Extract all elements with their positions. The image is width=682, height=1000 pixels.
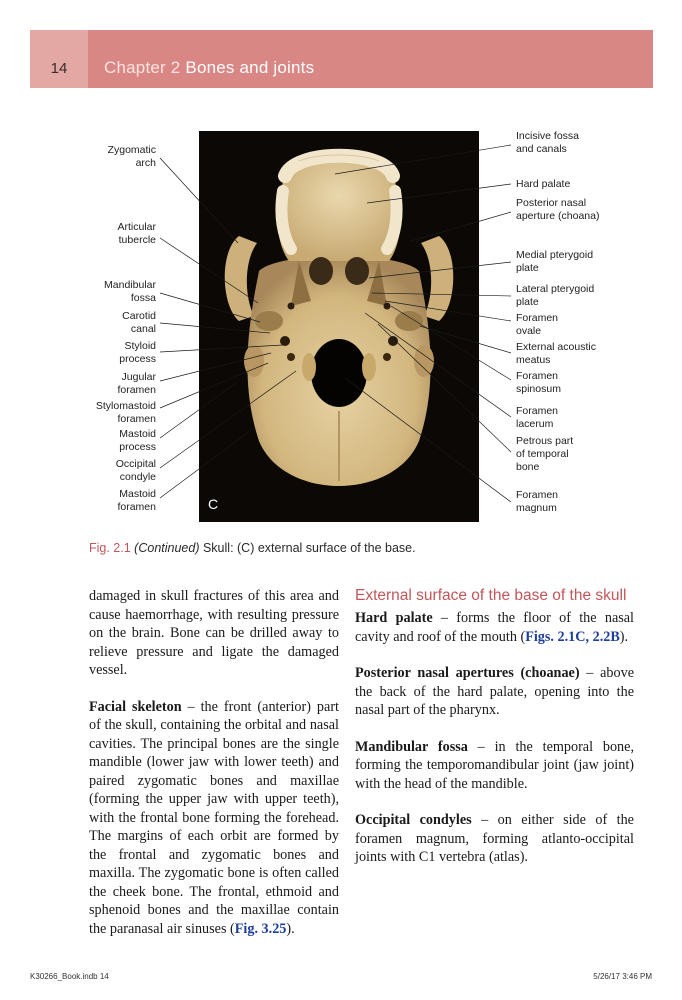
paragraph-facial-skeleton [89,698,339,939]
label-zygomatic-arch: Zygomatic arch [107,144,156,169]
figure-caption [89,541,416,555]
label-lateral-pterygoid-plate: Lateral pterygoid plate [516,283,595,308]
chapter-heading [104,58,314,78]
label-foramen-lacerum: Foramen lacerum [516,405,559,430]
term-occipital-condyles: Occipital condyles [355,812,472,828]
page-number-box [30,30,88,88]
label-medial-pterygoid-plate: Medial pterygoid plate [516,249,594,274]
label-stylomastoid-foramen: Stylomastoid foramen [95,400,156,425]
xref-figs-2-1c-2-2b[interactable]: Figs. 2.1C, 2.2B [525,628,620,645]
entry-hard-palate [355,609,634,646]
caption-text: Skull: (C) external surface of the base. [199,541,416,555]
label-foramen-magnum: Foramen magnum [516,489,559,514]
caption-continued: (Continued) [134,541,200,555]
chapter-title: Bones and joints [185,58,315,77]
section-heading: External surface of the base of the skull [355,587,627,604]
paragraph-skull-fractures: damaged in skull fractures of this area and cause haemorrhage, with resulting pressure on the brain. Bone can be drilled away to relieve pressure and ligate the damaged vessel. [89,588,339,678]
hard-palate-text: – forms the floor of the nasal cavity and roof of the mouth ( [355,610,635,645]
label-mastoid-foramen: Mastoid foramen [117,488,156,513]
label-foramen-ovale: Foramen ovale [516,312,559,337]
term-mandibular-fossa: Mandibular fossa [355,738,468,755]
label-petrous-temporal: Petrous part of temporal bone [516,435,574,473]
figure-panel-letter: C [208,496,219,512]
hard-palate-end: ). [619,628,629,645]
xref-fig-3-25[interactable]: Fig. 3.25 [234,920,287,937]
label-occipital-condyle: Occipital condyle [115,458,156,483]
label-incisive-fossa: Incisive fossa and canals [516,130,580,155]
facial-skeleton-end: ). [286,920,295,937]
right-text-column [355,587,634,885]
label-styloid-process: Styloid process [119,340,156,365]
entry-mandibular-fossa [355,738,634,794]
footer-file-info: K30266_Book.indb 14 [30,972,109,981]
label-jugular-foramen: Jugular foramen [117,371,156,396]
page-number: 14 [50,60,68,77]
label-posterior-nasal-aperture: Posterior nasal aperture (choana) [516,197,600,222]
term-facial-skeleton: Facial skeleton [89,698,182,715]
label-foramen-spinosum: Foramen spinosum [516,370,561,395]
caption-fig-number: Fig. 2.1 [89,541,131,555]
label-articular-tubercle: Articular tubercle [117,221,156,246]
entry-posterior-nasal-apertures [355,664,634,720]
label-carotid-canal: Carotid canal [122,310,156,335]
facial-skeleton-text: – the front (anterior) part of the skull, containing the orbital and nasal cavities. The principal bones are the single mandible (lower jaw with lower teeth) and paired zygomatic bones and maxillae (forming the upper jaw with upper teeth), with the frontal bone forming the forehead. The margins of each orbit are formed by the frontal and zygomatic bones and maxilla. The zygomatic bone is often called the cheek bone. The frontal, ethmoid and sphenoid bones and the maxillae contain the paranasal air sinuses ( [89,698,339,937]
label-hard-palate: Hard palate [516,178,571,190]
occipital-condyles-text: – on either side of the foramen magnum, forming atlanto-occipital joints with C1 vertebra (atlas). [355,812,634,865]
term-posterior-nasal-apertures: Posterior nasal apertures (choanae) [355,665,580,681]
skull-base-photo [199,131,479,522]
term-hard-palate: Hard palate [355,610,433,626]
chapter-label: Chapter 2 [104,58,181,77]
mandibular-fossa-text: – in the temporal bone, forming the temporomandibular joint (jaw joint) with the head of the mandible. [355,738,634,792]
left-text-column [89,587,339,956]
label-external-acoustic-meatus: External acoustic meatus [516,341,596,366]
label-mastoid-process: Mastoid process [119,428,156,453]
entry-occipital-condyles [355,811,634,867]
posterior-nasal-text: – above the back of the hard palate, opening into the nasal part of the pharynx. [355,665,634,718]
label-mandibular-fossa: Mandibular fossa [104,279,156,304]
footer-timestamp: 5/26/17 3:46 PM [593,972,652,981]
